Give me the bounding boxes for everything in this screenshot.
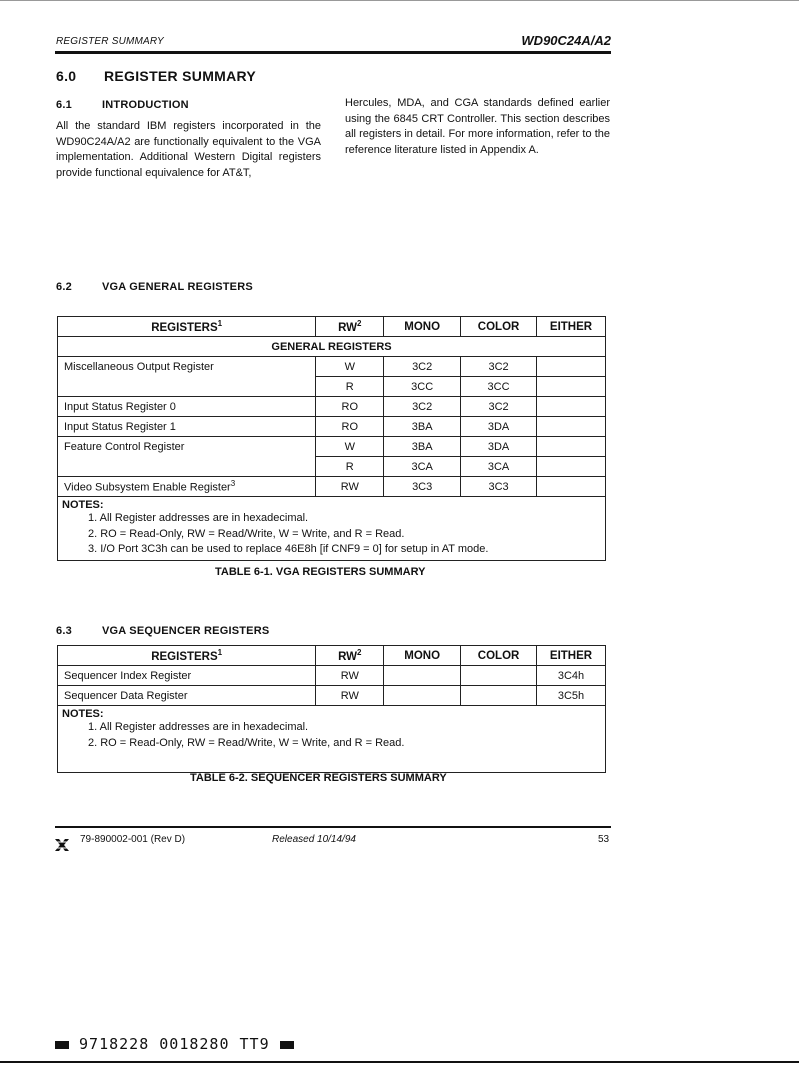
register-mono: 3BA: [384, 437, 461, 457]
barcode-block-icon: [280, 1041, 294, 1049]
register-either: [537, 417, 606, 437]
register-rw: R: [316, 457, 384, 477]
vga-general-registers-table: [57, 316, 606, 561]
col-header-rw: $RW^2$: [316, 646, 384, 666]
wd-logo-icon: [55, 837, 69, 853]
table-row: [58, 437, 606, 457]
col-header-mono: MONO: [384, 646, 461, 666]
register-name: Sequencer Index Register: [58, 666, 316, 686]
table-header-row: [58, 317, 606, 337]
register-mono: 3C3: [384, 477, 461, 497]
footer-rule: [55, 826, 611, 828]
register-mono: [384, 686, 461, 706]
col-header-mono: MONO: [384, 317, 461, 337]
register-name: Miscellaneous Output Register: [58, 357, 316, 377]
col-header-color: COLOR: [461, 646, 537, 666]
register-name: Sequencer Data Register: [58, 686, 316, 706]
footer-release-date: Released 10/14/94: [272, 834, 356, 845]
col-header-either: EITHER: [537, 646, 606, 666]
notes-row: [58, 706, 606, 773]
table-row: [58, 397, 606, 417]
notes-row: [58, 497, 606, 561]
register-color: 3DA: [461, 417, 537, 437]
intro-paragraph-col1: All the standard IBM registers incorporated in the WD90C24A/A2 are functionally equivalent to the VGA implementation. Additional Western Digital registers provide functional equivalence for AT&T,: [56, 120, 321, 179]
register-mono: 3CA: [384, 457, 461, 477]
register-rw: RW: [316, 686, 384, 706]
notes-title: NOTES:: [62, 708, 104, 720]
col-header-color: COLOR: [461, 317, 537, 337]
page-top-edge: [0, 0, 799, 1]
register-rw: R: [316, 377, 384, 397]
register-either: [537, 397, 606, 417]
register-either: [537, 377, 606, 397]
general-heading: [56, 281, 253, 293]
running-header-right: WD90C24A/A2: [521, 33, 611, 48]
table-row: [58, 666, 606, 686]
register-mono: 3C2: [384, 357, 461, 377]
section-number: 6.0: [56, 68, 77, 84]
register-rw: RO: [316, 417, 384, 437]
register-color: 3DA: [461, 437, 537, 457]
register-either: [537, 477, 606, 497]
register-name: Input Status Register 0: [58, 397, 316, 417]
col-header-registers: REGISTERS$^1$: [58, 646, 316, 666]
table-row: [58, 686, 606, 706]
note-item: 2. RO = Read-Only, RW = Read/Write, W = Write, and R = Read.: [88, 736, 405, 749]
register-color: 3CA: [461, 457, 537, 477]
page-number: 53: [598, 834, 610, 845]
register-either: [537, 457, 606, 477]
intro-number: 6.1: [56, 99, 72, 111]
table-6-1-caption: TABLE 6-1. VGA REGISTERS SUMMARY: [215, 566, 426, 578]
col-header-rw: $RW^2$: [316, 317, 384, 337]
col-header-either: EITHER: [537, 317, 606, 337]
group-label: GENERAL REGISTERS: [58, 337, 606, 357]
intro-paragraph-col2: Hercules, MDA, and CGA standards defined earlier using the 6845 CRT Controller. This section describes all registers in detail. For more information, refer to the reference literature listed in Appendix A.: [345, 97, 610, 156]
register-color: 3C2: [461, 357, 537, 377]
note-item: 3. I/O Port 3C3h can be used to replace 46E8h [if CNF9 = 0] for setup in AT mode.: [88, 543, 489, 555]
table-row: [58, 377, 606, 397]
table-row: [58, 457, 606, 477]
register-name: Input Status Register 1: [58, 417, 316, 437]
page-bottom-edge: [0, 1061, 799, 1063]
barcode-block-icon: [55, 1041, 69, 1049]
barcode-text: 9718228 0018280 TT9: [79, 1035, 270, 1053]
register-name: Video Subsystem Enable Register$^3$: [58, 477, 316, 497]
sequencer-heading: [56, 625, 269, 637]
table-row: [58, 417, 606, 437]
general-number: 6.2: [56, 281, 72, 293]
scan-barcode: [55, 1035, 294, 1053]
register-rw: W: [316, 357, 384, 377]
register-either: 3C5h: [537, 686, 606, 706]
sequencer-title: VGA SEQUENCER REGISTERS: [102, 625, 270, 637]
register-either: [537, 357, 606, 377]
register-rw: W: [316, 437, 384, 457]
register-color: 3C2: [461, 397, 537, 417]
notes-title: NOTES:: [62, 499, 104, 511]
register-either: [537, 437, 606, 457]
register-mono: 3CC: [384, 377, 461, 397]
table-notes: [58, 706, 606, 773]
register-rw: RO: [316, 397, 384, 417]
section-title: REGISTER SUMMARY: [104, 68, 257, 84]
intro-heading: [56, 99, 189, 111]
sequencer-number: 6.3: [56, 625, 72, 637]
register-color: 3CC: [461, 377, 537, 397]
note-item: 1. All Register addresses are in hexadecimal.: [88, 721, 309, 733]
register-either: 3C4h: [537, 666, 606, 686]
register-mono: 3BA: [384, 417, 461, 437]
group-label-row: [58, 337, 606, 357]
running-header-left: REGISTER SUMMARY: [56, 36, 164, 47]
intro-title: INTRODUCTION: [102, 99, 189, 111]
note-item: 1. All Register addresses are in hexadecimal.: [88, 512, 309, 524]
vga-sequencer-registers-table: [57, 645, 606, 773]
register-name: [58, 457, 316, 477]
register-rw: RW: [316, 666, 384, 686]
register-color: [461, 666, 537, 686]
col-header-registers: REGISTERS$^1$: [58, 317, 316, 337]
register-mono: 3C2: [384, 397, 461, 417]
footer-doc-number: 79-890002-001 (Rev D): [80, 834, 186, 845]
section-heading: [56, 68, 256, 84]
register-name: [58, 377, 316, 397]
table-notes: [58, 497, 606, 561]
general-title: VGA GENERAL REGISTERS: [102, 281, 253, 293]
register-color: 3C3: [461, 477, 537, 497]
table-row: [58, 357, 606, 377]
header-rule: [55, 51, 611, 54]
register-mono: [384, 666, 461, 686]
register-color: [461, 686, 537, 706]
register-rw: RW: [316, 477, 384, 497]
note-item: 2. RO = Read-Only, RW = Read/Write, W = Write, and R = Read.: [88, 527, 405, 540]
table-6-2-caption: TABLE 6-2. SEQUENCER REGISTERS SUMMARY: [190, 772, 447, 784]
table-header-row: [58, 646, 606, 666]
register-name: Feature Control Register: [58, 437, 316, 457]
table-row: [58, 477, 606, 497]
